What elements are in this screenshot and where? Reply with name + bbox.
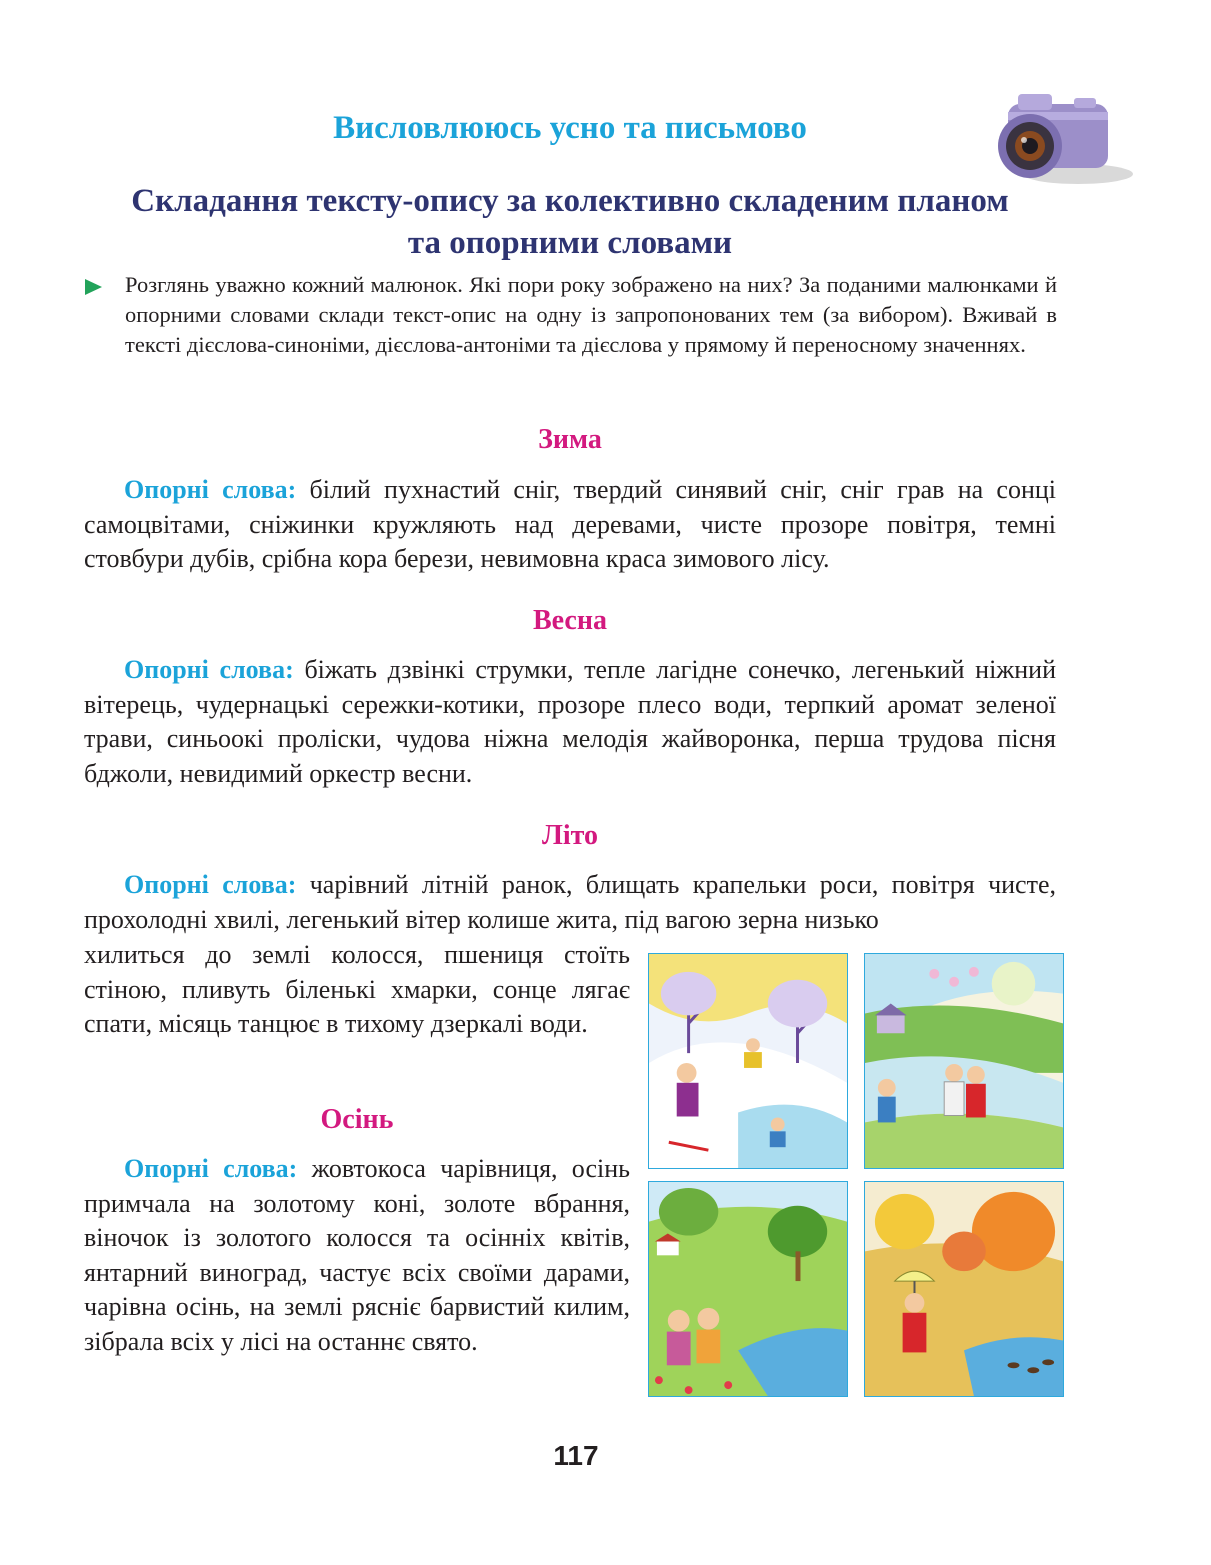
keyword-label: Опорні слова: bbox=[124, 475, 297, 504]
triangle-arrow-icon bbox=[85, 279, 102, 295]
winter-text: білий пухнастий сніг, твердий синявий сніг, сніг грав на сонці самоцвітами, сніжинки кружляють над деревами, чисте прозоре повітря, темні стовбури дубів, срібна кора берези, невимовна краса зимового лісу. bbox=[84, 475, 1056, 573]
autumn-text: жовтокоса чарівниця, осінь примчала на золотому коні, золоте вбрання, віночок із золотого колосся та осінніх квітів, янтарний виноград, частує всіх своїми дарами, чарівна осінь, на землі рясніє барвистий килим, зібрала всіх у лісі на останнє свято. bbox=[84, 1154, 630, 1356]
paragraph-summer bbox=[84, 868, 1056, 937]
paragraph-summer-cont: хилиться до землі колосся, пшениця стоїть стіною, пливуть біленькі хмарки, сонце лягає спати, місяць танцює в тихому дзеркалі води. bbox=[84, 940, 630, 1038]
keyword-label: Опорні слова: bbox=[124, 655, 294, 684]
paragraph-spring bbox=[84, 653, 1056, 791]
page-number: 117 bbox=[553, 1440, 599, 1471]
keyword-label: Опорні слова: bbox=[124, 1154, 298, 1183]
paragraph-autumn bbox=[84, 1152, 630, 1359]
paragraph-winter bbox=[84, 473, 1056, 577]
lesson-title-line1: Складання тексту-опису за колективно складеним планом bbox=[131, 183, 1009, 219]
lesson-title-line2: та опорними словами bbox=[407, 225, 733, 261]
section-title: Висловлююсь усно та письмово bbox=[333, 110, 807, 146]
spring-scene-illustration bbox=[864, 953, 1064, 1169]
keyword-label: Опорні слова: bbox=[124, 870, 297, 899]
season-title-spring: Весна bbox=[532, 605, 607, 636]
winter-scene-illustration bbox=[648, 953, 848, 1169]
summer-text: чарівний літній ранок, блищать крапельки роси, повітря чисте, прохолодні хвилі, легенький вітер колише жита, під вагою зерна низько bbox=[84, 870, 1056, 934]
summer-scene-illustration bbox=[648, 1181, 848, 1397]
season-title-autumn: Осінь bbox=[320, 1104, 394, 1135]
task-block bbox=[85, 270, 1057, 360]
season-title-summer: Літо bbox=[541, 820, 599, 851]
spring-text: біжать дзвінкі струмки, тепле лагідне сонечко, легенький ніжний вітерець, чудернацькі сережки-котики, прозоре плесо води, терпкий аромат зеленої трави, синьоокі проліски, чудова ніжна мелодія жайворонка, перша трудова пісня бджоли, невидимий оркестр весни. bbox=[84, 655, 1057, 788]
season-title-winter: Зима bbox=[538, 424, 602, 455]
camera-icon bbox=[978, 82, 1136, 192]
task-text: Розглянь уважно кожний малюнок. Які пори року зображено на них? За поданими малюнками й опорними словами склади текст-опис на одну із запропонованих тем (за вибором). Вживай в тексті дієслова-синоніми, дієслова-антоніми та дієслова у прямому й переносному значеннях. bbox=[125, 272, 1057, 357]
autumn-scene-illustration bbox=[864, 1181, 1064, 1397]
lesson-title bbox=[80, 180, 1060, 264]
